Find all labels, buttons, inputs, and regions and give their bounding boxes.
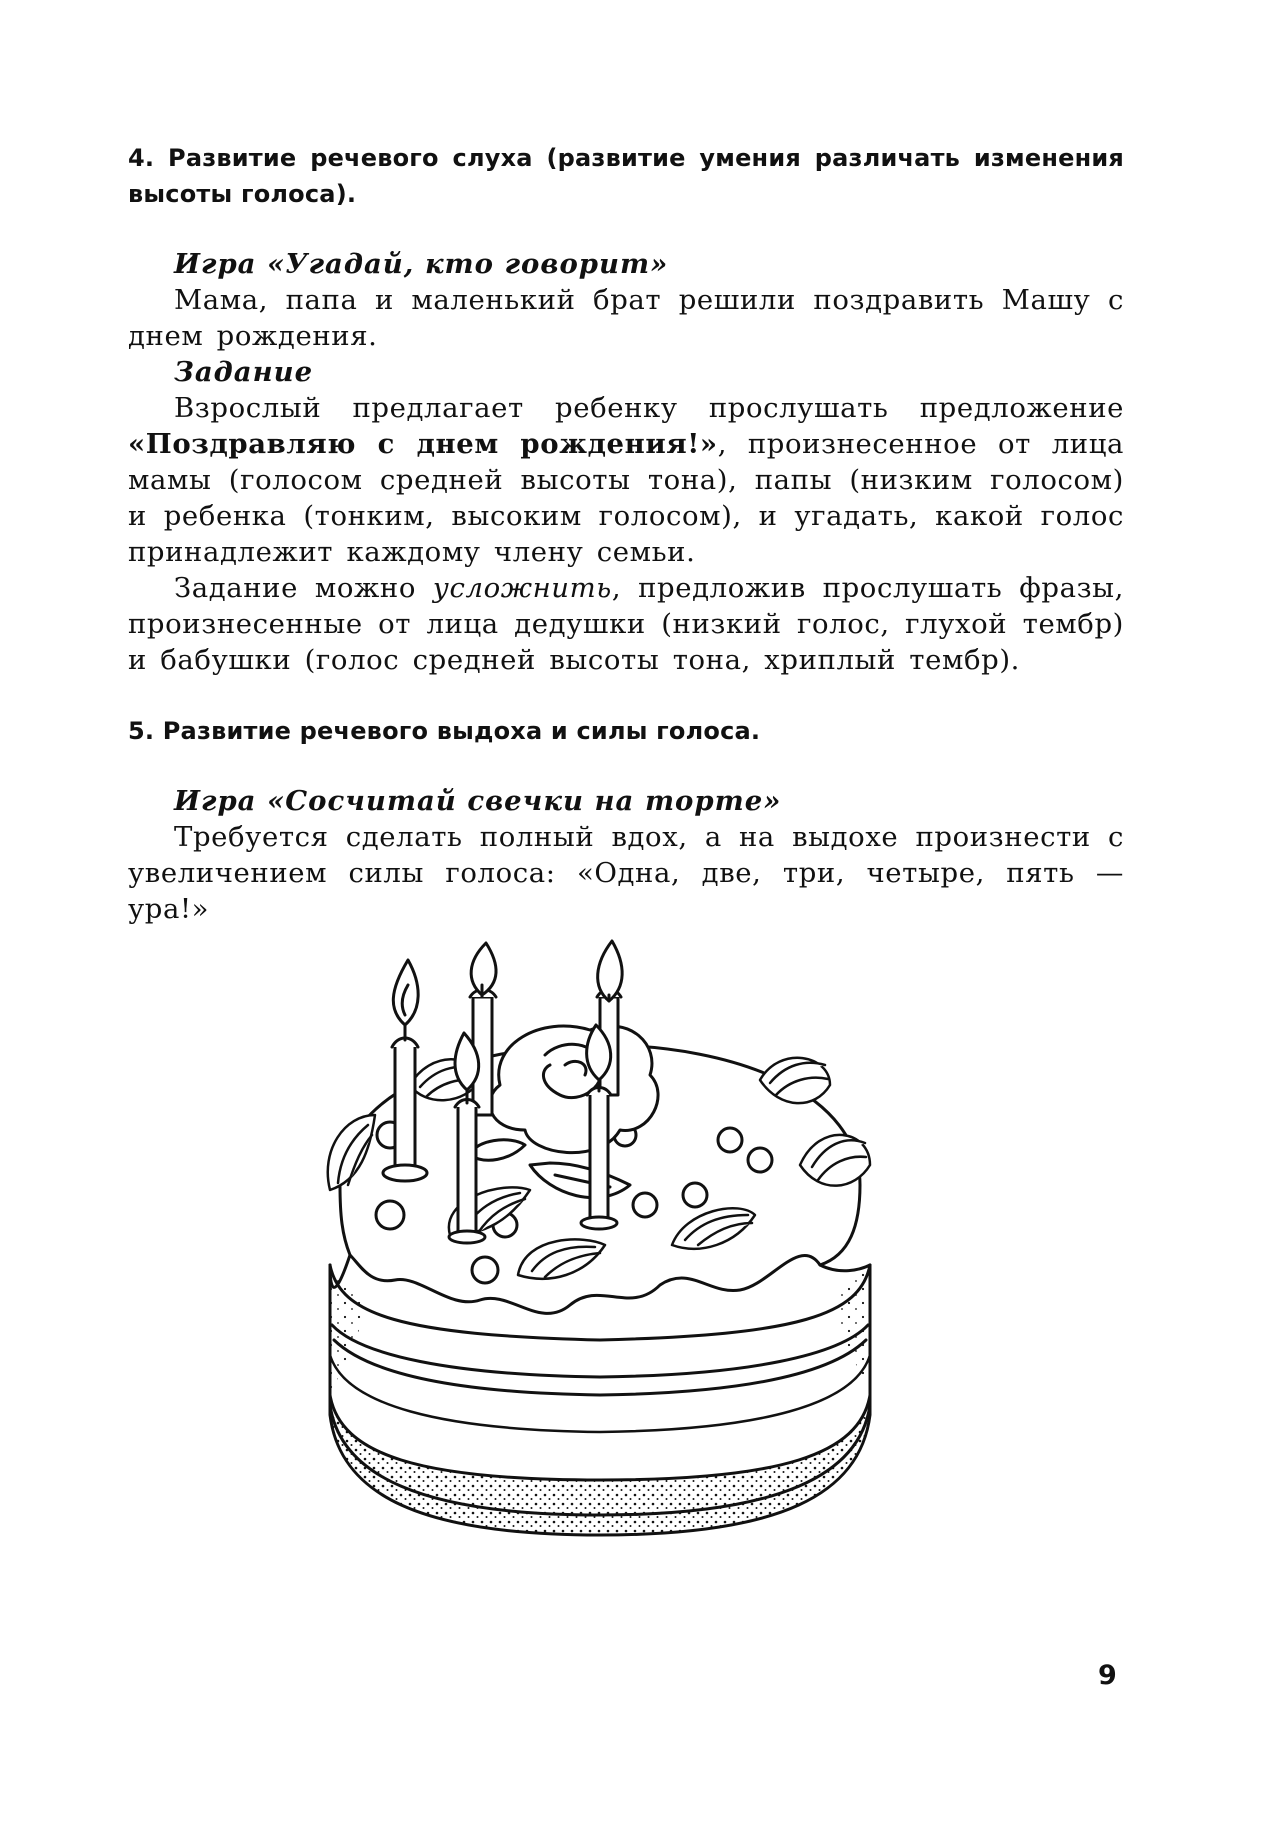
section-5-heading: 5. Развитие речевого выдоха и силы голоса.: [128, 717, 761, 745]
candle-2: [470, 943, 496, 1115]
cake-base: [330, 1265, 870, 1535]
task-paragraph: [128, 390, 1124, 570]
section-4-heading: 4. Развитие речевого слуха (развитие умения различать изменения высоты голоса).: [128, 144, 1124, 208]
section-4: [128, 140, 1124, 678]
instruction-paragraph: Требуется сделать полный вдох, а на выдохе произнести с увеличением силы голоса: «Одна, две, три, четыре, пять — ура!»: [128, 821, 1124, 925]
task-phrase: «Поздравляю с днем рождения!»: [128, 428, 718, 460]
task-text-part2: , произнесенное от лица мамы (голосом средней высоты тона), папы (низким голосом) и ребенка (тонким, высоким голосом), и угадать, какой голос принадлежит каждому члену семьи.: [128, 428, 1124, 568]
game-title-count-candles: Игра «Сосчитай свечки на торте»: [174, 785, 782, 817]
flame-3: [598, 941, 623, 1001]
page-number: 9: [1098, 1660, 1117, 1691]
flame-2: [471, 943, 496, 995]
extra-text-part1: Задание можно: [174, 572, 433, 604]
section-5: [128, 713, 1124, 927]
extra-italic-word: усложнить: [432, 572, 612, 604]
extra-text-part2: , предложив прослушать фразы, произнесенные от лица дедушки (низкий голос, глухой тембр) и бабушки (голос средней высоты тона, хриплый тембр).: [128, 572, 1124, 676]
game-intro-paragraph: Мама, папа и маленький брат решили поздравить Машу с днем рождения.: [128, 284, 1124, 352]
game-title-guess-who: Игра «Угадай, кто говорит»: [174, 248, 669, 280]
extra-paragraph: [128, 570, 1124, 678]
task-label: Задание: [174, 356, 314, 388]
task-text-part1: Взрослый предлагает ребенку прослушать предложение: [174, 392, 1124, 424]
cake-illustration: [300, 935, 900, 1545]
